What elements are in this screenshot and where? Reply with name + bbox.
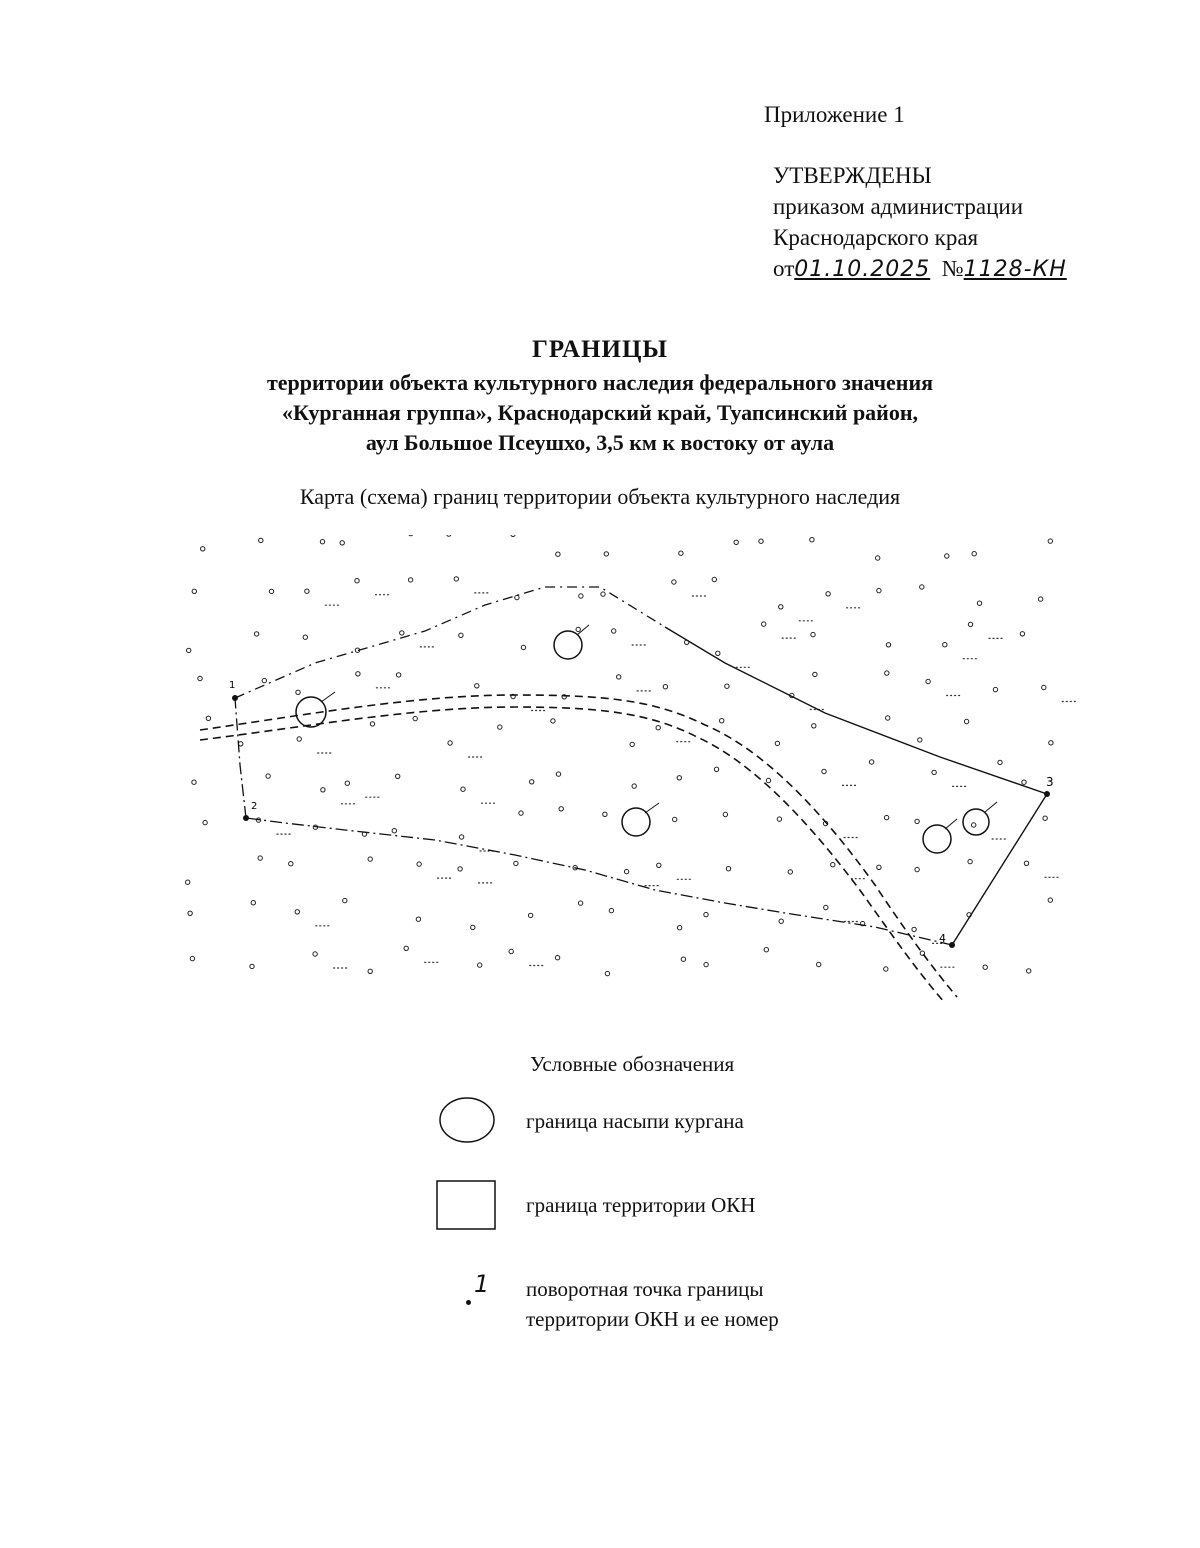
number-prefix: № xyxy=(941,256,964,281)
road-line-upper xyxy=(200,695,957,997)
terrain-dot xyxy=(511,535,515,537)
mound-boundary-4 xyxy=(923,825,951,853)
terrain-dot xyxy=(681,957,685,961)
terrain-dot xyxy=(203,820,207,824)
terrain-dot xyxy=(918,738,922,742)
terrain-dot xyxy=(632,784,636,788)
terrain-dot xyxy=(1042,685,1046,689)
terrain-dot xyxy=(1043,816,1047,820)
terrain-dot xyxy=(295,910,299,914)
terrain-markers xyxy=(186,535,1076,976)
terrain-dot xyxy=(187,648,191,652)
terrain-dot xyxy=(977,601,981,605)
terrain-dot xyxy=(475,684,479,688)
terrain-dot xyxy=(968,859,972,863)
terrain-dot xyxy=(656,726,660,730)
terrain-dot xyxy=(409,535,413,536)
approval-block xyxy=(773,160,1067,285)
terrain-dot xyxy=(932,770,936,774)
terrain-dot xyxy=(605,971,609,975)
approved-line-2: Краснодарского края xyxy=(773,225,979,250)
terrain-dot xyxy=(831,863,835,867)
terrain-dot xyxy=(601,592,605,596)
terrain-dot xyxy=(551,719,555,723)
terrain-dot xyxy=(579,594,583,598)
terrain-dot xyxy=(321,788,325,792)
territory-boundary-dashed xyxy=(235,587,665,698)
terrain-dot xyxy=(723,812,727,816)
terrain-dot xyxy=(704,912,708,916)
terrain-dot xyxy=(822,769,826,773)
terrain-dot xyxy=(915,819,919,823)
turning-point-4 xyxy=(949,942,955,948)
terrain-dot xyxy=(777,817,781,821)
terrain-dot xyxy=(515,595,519,599)
terrain-dot xyxy=(400,631,404,635)
terrain-dot xyxy=(320,540,324,544)
terrain-dot xyxy=(392,829,396,833)
title-line-1: территории объекта культурного наследия федерального значения xyxy=(266,370,934,395)
terrain-dot xyxy=(396,774,400,778)
terrain-dot xyxy=(461,787,465,791)
terrain-dot xyxy=(1024,861,1028,865)
territory-boundary-west xyxy=(235,698,246,818)
terrain-dot xyxy=(762,622,766,626)
terrain-dot xyxy=(972,823,976,827)
terrain-dot xyxy=(886,643,890,647)
terrain-dot xyxy=(404,946,408,950)
terrain-dot xyxy=(250,964,254,968)
terrain-dot xyxy=(370,722,374,726)
terrain-dot xyxy=(556,552,560,556)
terrain-dot xyxy=(1022,780,1026,784)
terrain-dot xyxy=(251,901,255,905)
terrain-dot xyxy=(355,579,359,583)
terrain-dot xyxy=(188,911,192,915)
terrain-dot xyxy=(886,716,890,720)
terrain-dot xyxy=(459,633,463,637)
terrain-dot xyxy=(186,880,190,884)
terrain-dot xyxy=(884,815,888,819)
terrain-dot xyxy=(396,673,400,677)
title-line-2: «Курганная группа», Краснодарский край, Туапсинский район, xyxy=(281,400,919,425)
terrain-dot xyxy=(519,811,523,815)
terrain-dot xyxy=(714,767,718,771)
terrain-dot xyxy=(603,812,607,816)
mound-boundary-2 xyxy=(554,631,582,659)
terrain-dot xyxy=(766,778,770,782)
legend-point-number: 1 xyxy=(474,1270,490,1298)
terrain-dot xyxy=(1048,539,1052,543)
terrain-dot xyxy=(269,589,273,593)
terrain-dot xyxy=(1020,632,1024,636)
terrain-dot xyxy=(617,675,621,679)
terrain-dot xyxy=(1048,898,1052,902)
terrain-dot xyxy=(945,554,949,558)
turning-point-3 xyxy=(1044,791,1050,797)
legend-point-text xyxy=(526,1274,779,1334)
terrain-dot xyxy=(345,781,349,785)
terrain-dot xyxy=(296,690,300,694)
terrain-dot xyxy=(297,737,301,741)
legend-territory-icon xyxy=(432,1176,502,1234)
terrain-dot xyxy=(313,952,317,956)
terrain-dot xyxy=(779,605,783,609)
terrain-dot xyxy=(677,926,681,930)
terrain-dot xyxy=(630,742,634,746)
terrain-dot xyxy=(262,678,266,682)
terrain-dot xyxy=(964,719,968,723)
terrain-dot xyxy=(521,645,525,649)
road-line-lower xyxy=(200,707,945,1003)
terrain-dot xyxy=(259,538,263,542)
turning-point-1 xyxy=(232,695,238,701)
terrain-dot xyxy=(734,540,738,544)
terrain-dot xyxy=(454,577,458,581)
terrain-dot xyxy=(869,760,873,764)
terrain-dot xyxy=(559,807,563,811)
terrain-dot xyxy=(576,627,580,631)
terrain-dot xyxy=(206,716,210,720)
title-heading: ГРАНИЦЫ xyxy=(532,336,668,363)
terrain-dot xyxy=(884,967,888,971)
mound-leader-1 xyxy=(321,692,335,702)
terrain-dot xyxy=(556,772,560,776)
terrain-dot xyxy=(612,629,616,633)
terrain-dot xyxy=(915,867,919,871)
terrain-dot xyxy=(968,622,972,626)
terrain-dot xyxy=(677,776,681,780)
approval-number: 1128-КН xyxy=(963,257,1067,282)
terrain-dot xyxy=(716,651,720,655)
terrain-dot xyxy=(1038,597,1042,601)
terrain-dot xyxy=(471,925,475,929)
territory-boundary-solid xyxy=(665,627,1047,945)
terrain-dot xyxy=(993,687,997,691)
terrain-dot xyxy=(624,869,628,873)
terrain-dot xyxy=(720,719,724,723)
terrain-dot xyxy=(578,901,582,905)
terrain-dot xyxy=(673,817,677,821)
title-line-3: аул Большое Псеушхо, 3,5 км к востоку от аула xyxy=(365,430,835,455)
terrain-dot xyxy=(926,679,930,683)
terrain-dot xyxy=(604,552,608,556)
terrain-dot xyxy=(826,592,830,596)
terrain-dot xyxy=(408,578,412,582)
terrain-dot xyxy=(1027,969,1031,973)
mound-leader-3 xyxy=(645,803,659,813)
terrain-dot xyxy=(416,917,420,921)
mound-boundary-5 xyxy=(963,809,989,835)
terrain-dot xyxy=(1049,741,1053,745)
terrain-dot xyxy=(458,867,462,871)
terrain-dot xyxy=(356,672,360,676)
terrain-dot xyxy=(817,962,821,966)
terrain-dot xyxy=(712,577,716,581)
terrain-dot xyxy=(478,963,482,967)
terrain-dot xyxy=(788,870,792,874)
terrain-dot xyxy=(725,684,729,688)
date-prefix: от xyxy=(773,256,795,281)
terrain-dot xyxy=(528,913,532,917)
terrain-dot xyxy=(258,856,262,860)
terrain-dot xyxy=(759,539,763,543)
terrain-dot xyxy=(998,760,1002,764)
legend-point-dot xyxy=(466,1300,471,1305)
terrain-dot xyxy=(198,676,202,680)
terrain-dot xyxy=(663,685,667,689)
terrain-dot xyxy=(812,724,816,728)
terrain-dot xyxy=(877,588,881,592)
terrain-dot xyxy=(672,580,676,584)
terrain-dot xyxy=(514,861,518,865)
terrain-dot xyxy=(811,632,815,636)
terrain-dot xyxy=(305,589,309,593)
terrain-dot xyxy=(192,780,196,784)
legend-mound-text: граница насыпи кургана xyxy=(526,1109,744,1133)
terrain-dot xyxy=(413,716,417,720)
legend-territory-text: граница территории ОКН xyxy=(526,1193,756,1217)
terrain-dot xyxy=(368,857,372,861)
terrain-dot xyxy=(657,863,661,867)
mound-leader-5 xyxy=(985,802,997,812)
terrain-dot xyxy=(192,589,196,593)
legend-title: Условные обозначения xyxy=(530,1052,735,1076)
terrain-dot xyxy=(972,552,976,556)
terrain-dot xyxy=(448,741,452,745)
terrain-dot xyxy=(509,949,513,953)
terrain-dot xyxy=(824,905,828,909)
legend-point-icon xyxy=(464,1270,504,1320)
document-title xyxy=(160,336,1040,458)
terrain-dot xyxy=(810,538,814,542)
terrain-dot xyxy=(303,635,307,639)
terrain-dot xyxy=(764,948,768,952)
terrain-dot xyxy=(679,551,683,555)
approved-line-1: приказом администрации xyxy=(773,194,1024,219)
legend-point-line-2: территории ОКН и ее номер xyxy=(526,1307,779,1331)
terrain-dot xyxy=(343,898,347,902)
point-label-1: 1 xyxy=(229,680,236,691)
terrain-dot xyxy=(779,919,783,923)
terrain-dot xyxy=(498,725,502,729)
appendix-label: Приложение 1 xyxy=(764,102,905,127)
terrain-dot xyxy=(609,908,613,912)
terrain-dot xyxy=(726,867,730,871)
terrain-dot xyxy=(775,741,779,745)
mound-leader-4 xyxy=(945,819,957,829)
terrain-dot xyxy=(266,774,270,778)
terrain-dot xyxy=(983,965,987,969)
mound-leader-2 xyxy=(577,625,589,635)
terrain-dot xyxy=(704,962,708,966)
terrain-dot xyxy=(943,643,947,647)
terrain-dot xyxy=(190,956,194,960)
terrain-dot xyxy=(877,865,881,869)
terrain-dot xyxy=(876,556,880,560)
boundary-map xyxy=(185,535,1095,1005)
terrain-dot xyxy=(254,632,258,636)
point-label-2: 2 xyxy=(251,801,258,812)
point-label-4: 4 xyxy=(939,932,946,945)
terrain-dot xyxy=(289,862,293,866)
terrain-dot xyxy=(340,541,344,545)
map-caption: Карта (схема) границ территории объекта культурного наследия xyxy=(299,484,901,509)
legend-mound-icon xyxy=(432,1092,502,1148)
terrain-dot xyxy=(813,672,817,676)
approval-date: 01.10.2025 xyxy=(794,257,931,282)
approval-date-line xyxy=(773,253,1067,285)
terrain-dot xyxy=(368,969,372,973)
terrain-dot xyxy=(417,862,421,866)
turning-point-2 xyxy=(243,815,249,821)
terrain-dot xyxy=(885,671,889,675)
terrain-dot xyxy=(920,585,924,589)
approved-heading: УТВЕРЖДЕНЫ xyxy=(773,163,932,188)
terrain-dot xyxy=(912,927,916,931)
legend-point-line-1: поворотная точка границы xyxy=(526,1277,764,1301)
territory-boundary-south xyxy=(246,818,952,945)
terrain-dot xyxy=(530,780,534,784)
point-label-3: 3 xyxy=(1046,775,1054,789)
terrain-dot xyxy=(459,835,463,839)
terrain-dot xyxy=(201,547,205,551)
terrain-dot xyxy=(447,535,451,536)
terrain-dot xyxy=(555,956,559,960)
